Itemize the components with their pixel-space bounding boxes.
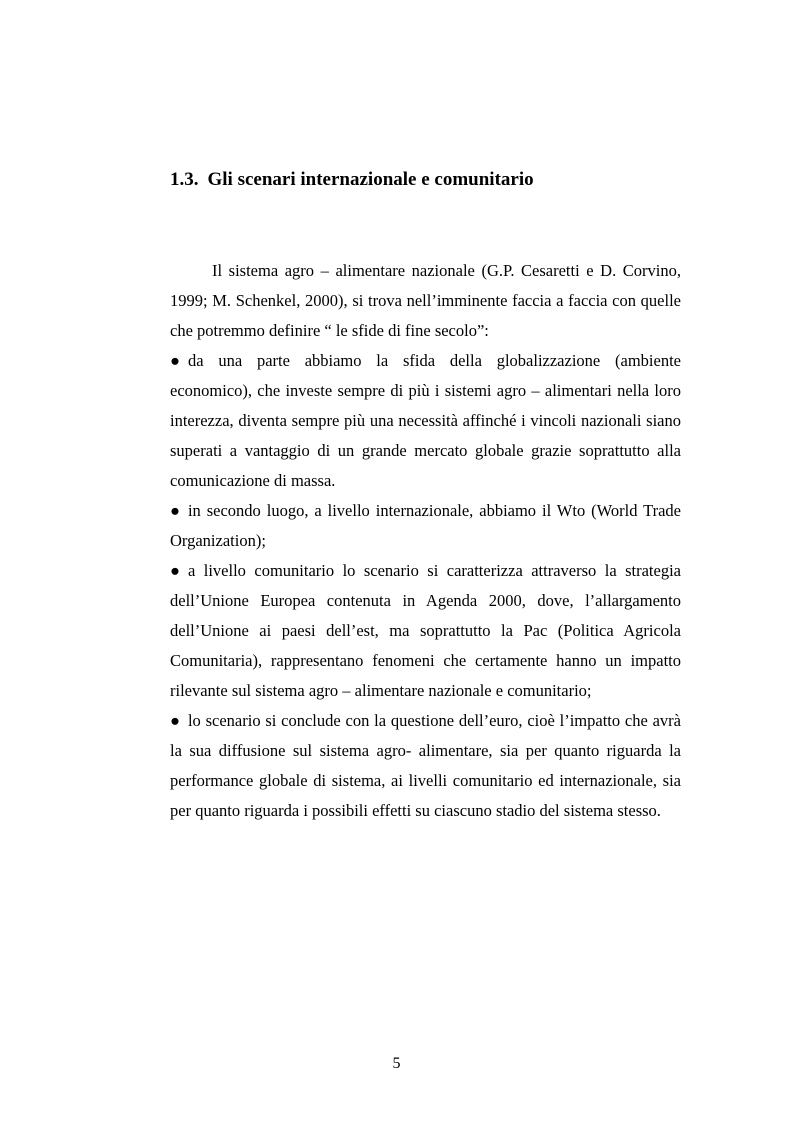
bullet-icon: ● (170, 351, 180, 370)
bullet-icon: ● (170, 501, 180, 520)
bullet-item-euro (170, 706, 681, 826)
intro-paragraph: Il sistema agro – alimentare nazionale (G.P. Cesaretti e D. Corvino, 1999; M. Schenkel, 2000), si trova nell’imminente faccia a faccia con quelle che potremmo definire “ le sfide di fine secolo”: (170, 261, 681, 340)
section-heading (170, 166, 690, 194)
bullet-text: da una parte abbiamo la sfida della globalizzazione (ambiente economico), che investe sempre di più i sistemi agro – alimentari nella loro interezza, diventa sempre più una necessità affinché i vincoli nazionali siano superati a vantaggio di un grande mercato globale grazie soprattutto alla comunicazione di massa. (170, 351, 681, 490)
bullet-text: in secondo luogo, a livello internazionale, abbiamo il Wto (World Trade Organization); (170, 501, 681, 550)
bullet-icon: ● (170, 711, 180, 730)
page-number: 5 (392, 1055, 401, 1072)
bullet-text: a livello comunitario lo scenario si caratterizza attraverso la strategia dell’Unione Europea contenuta in Agenda 2000, dove, l’allargamento dell’Unione ai paesi dell’est, ma soprattutto la Pac (Politica Agricola Comunitaria), rappresentano fenomeni che certamente hanno un impatto rilevante sul sistema agro – alimentare nazionale e comunitario; (170, 561, 681, 700)
section-number: 1.3. (170, 169, 199, 190)
bullet-item-wto (170, 496, 681, 556)
bullet-icon: ● (170, 561, 180, 580)
section-body (170, 256, 681, 826)
bullet-text: lo scenario si conclude con la questione dell’euro, cioè l’impatto che avrà la sua diffusione sul sistema agro- alimentare, sia per quanto riguarda la performance globale di sistema, ai livelli comunitario ed internazionale, sia per quanto riguarda i possibili effetti su ciascuno stadio del sistema stesso. (170, 711, 681, 820)
section-title: Gli scenari internazionale e comunitario (207, 169, 534, 190)
bullet-item-agenda-2000 (170, 556, 681, 706)
bullet-item-globalizzazione (170, 346, 681, 496)
